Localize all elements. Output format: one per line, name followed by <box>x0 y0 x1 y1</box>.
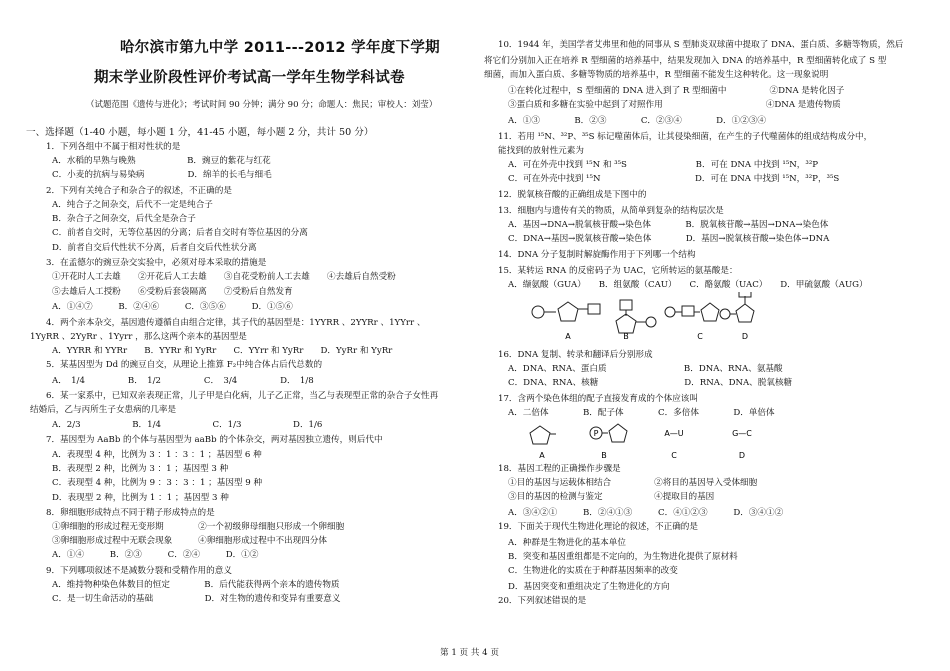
q14-label-a: A <box>539 451 545 460</box>
right-line: A．③④②① B．②④①③ C．④①②③ D．③④①② <box>508 508 784 518</box>
right-line: C．DNA、RNA、核糖 D．RNA、DNA、脱氧核糖 <box>508 378 793 388</box>
q14-option-d-pair: G—C <box>732 429 752 438</box>
left-line: C．是一切生命活动的基础 D．对生物的遗传和变异有重要意义 <box>52 594 341 604</box>
q12-option-d-structure <box>720 292 754 322</box>
right-line: ①目的基因与运载体相结合 ②将目的基因导入受体细胞 <box>508 478 758 488</box>
left-line: 4．两个亲本杂交，基因遗传遵循自由组合定律，其子代的基因型是：1YYRR 、2YYRr 、1YYrr 、 <box>46 318 426 328</box>
right-line: 10．1944 年，美国学者艾弗里和他的同事从 S 型肺炎双球菌中提取了 DNA、蛋白质、多糖等物质，然后 <box>498 40 904 50</box>
left-line: ③卵细胞形成过程中无联会现象 ④卵细胞形成过程中不出现四分体 <box>52 536 328 546</box>
q14-structure-figure <box>524 420 804 460</box>
q12-option-b-structure <box>616 300 656 333</box>
left-line: 3．在孟德尔的豌豆杂交实验中，必须对母本采取的措施是 <box>46 258 267 268</box>
right-line: 16．DNA 复制、转录和翻译后分别形成 <box>498 350 653 360</box>
left-line: 1．下列各组中不属于相对性状的是 <box>46 142 181 152</box>
left-line: 1YyRR 、2YyRr 、1Yyrr ，那么这两个亲本的基因型是 <box>30 332 247 342</box>
right-line: A．种群是生物进化的基本单位 <box>508 538 626 548</box>
left-line: ①开花时人工去雄 ②开花后人工去雄 ③自花受粉前人工去雄 ④去雄后自然受粉 <box>52 272 396 282</box>
q12-label-d: D <box>741 332 749 340</box>
left-line: C．表现型 4 种，比例为 9 ：3 ：3 ：1 ；基因型 9 种 <box>52 478 263 488</box>
exam-info: （试题范围《遗传与进化》；考试时间 90 分钟；满分 90 分；命题人：焦民；审校人：刘莹） <box>86 100 438 110</box>
q14-p-label: P <box>593 429 599 438</box>
right-line: 12．脱氧核苷酸的正确组成是下图中的 <box>498 190 647 200</box>
left-line: B．表现型 2 种，比例为 3 ：1 ；基因型 3 种 <box>52 464 229 474</box>
left-line: 9．下列哪项叙述不是减数分裂和受精作用的意义 <box>46 566 232 576</box>
q14-label-b: B <box>601 451 607 460</box>
right-line: ①在转化过程中，S 型细菌的 DNA 进入到了 R 型细菌中 ②DNA 是转化因子 <box>508 86 845 96</box>
right-line: 细菌，而加入蛋白质、多糖等物质的培养基中，R 型细菌不能发生这种转化。这一现象说明 <box>484 70 829 80</box>
right-line: A．二倍体 B．配子体 C．多倍体 D．单倍体 <box>508 408 775 418</box>
section-heading: 一、选择题（1-40 小题，每小题 1 分，41-45 小题，每小题 2 分，共计 50 分） <box>26 127 374 138</box>
right-line: A．缬氨酸（GUA） B．组氨酸（CAU） C．酪氨酸（UAC） D．甲硫氨酸（AUG） <box>508 280 868 290</box>
right-line: A．可在外壳中找到 ¹⁵N 和 ³⁵S B．可在 DNA 中找到 ¹⁵N，³²P <box>508 160 819 170</box>
left-line: A．表现型 4 种，比例为 3 ：1 ：3 ：1 ；基因型 6 种 <box>52 450 262 460</box>
right-line: 能找到的放射性元素为 <box>498 146 584 156</box>
page-footer: 第 1 页 共 4 页 <box>440 648 499 658</box>
q14-option-c-pair: A—U <box>664 429 684 438</box>
left-line: A．水稻的早熟与晚熟 B．豌豆的紫花与红花 <box>52 156 271 166</box>
right-line: ③目的基因的检测与鉴定 ④提取目的基因 <box>508 492 715 502</box>
right-line: B．突变和基因重组都是不定向的，为生物进化提供了原材料 <box>508 552 738 562</box>
right-line: A．①③ B．②③ C．②③④ D．①②③④ <box>508 116 767 126</box>
left-line: 2．下列有关纯合子和杂合子的叙述，不正确的是 <box>46 186 232 196</box>
q14-label-c: C <box>671 451 677 460</box>
left-line: A．①④ B．②③ C．②④ D．①② <box>52 550 259 560</box>
right-line: 将它们分别加入正在培养 R 型细菌的培养基中，结果发现加入 DNA 的培养基中，R 型细菌转化成了 S 型 <box>484 56 887 66</box>
q12-label-a: A <box>565 332 571 340</box>
q14-option-b-phosphate <box>590 424 627 442</box>
left-line: C．小麦的抗病与易染病 D．绵羊的长毛与细毛 <box>52 170 272 180</box>
q12-option-a-structure <box>532 302 600 321</box>
left-line: 7．基因型为 AaBb 的个体与基因型为 aaBb 的个体杂交，两对基因独立遗传，则后代中 <box>46 435 383 445</box>
left-line: A．2/3 B．1/4 C．1/3 D．1/6 <box>52 420 323 430</box>
left-line: A． 1/4 B． 1/2 C． 3/4 D． 1/8 <box>52 376 314 386</box>
right-line: A．基因→DNA→脱氧核苷酸→染色体 B．脱氧核苷酸→基因→DNA→染色体 <box>508 220 829 230</box>
right-line: A．DNA、RNA、蛋白质 B．DNA、RNA、氨基酸 <box>508 364 783 374</box>
left-line: ⑤去雄后人工授粉 ⑥受粉后套袋隔离 ⑦受粉后自然发育 <box>52 287 293 297</box>
right-line: C．可在外壳中找到 ¹⁵N D．可在 DNA 中找到 ¹⁵N，³²P，³⁵S <box>508 174 840 184</box>
q12-label-b: B <box>623 332 629 340</box>
q14-option-a-pentagon <box>530 426 556 444</box>
right-line: 17．含两个染色体组的配子直接发育成的个体应该叫 <box>498 394 698 404</box>
left-line: B．杂合子之间杂交，后代全是杂合子 <box>52 214 196 224</box>
q12-label-c: C <box>697 332 703 340</box>
left-line: D．前者自交后代性状不分离，后者自交后代性状分离 <box>52 243 257 253</box>
right-line: 18．基因工程的正确操作步骤是 <box>498 464 621 474</box>
left-line: C．前者自交时，无等位基因的分离；后者自交时有等位基因的分离 <box>52 228 308 238</box>
q12-nucleotide-figure <box>520 292 760 340</box>
left-line: A．①④⑦ B．②④⑥ C．③⑤⑥ D．①⑤⑥ <box>52 302 293 312</box>
q14-label-d: D <box>738 451 746 460</box>
left-line: 5．某基因型为 Dd 的豌豆自交，从理论上推算 F₂中纯合体占后代总数的 <box>46 360 323 370</box>
right-line: C．DNA→基因→脱氧核苷酸→染色体 D．基因→脱氧核苷酸→染色体→DNA <box>508 234 830 244</box>
right-line: 13．细胞内与遗传有关的物质，从简单到复杂的结构层次是 <box>498 206 724 216</box>
left-line: ①卵细胞的形成过程无变形期 ②一个初级卵母细胞只形成一个卵细胞 <box>52 522 345 532</box>
left-line: A．YYRR 和 YYRr B．YYRr 和 YyRr C．YYrr 和 YyRr D．YyRr 和 YyRr <box>52 346 393 356</box>
right-line: 20．下列叙述错误的是 <box>498 596 587 606</box>
left-line: 8．卵细胞形成特点不同于精子形成特点的是 <box>46 508 215 518</box>
right-line: 19．下面关于现代生物进化理论的叙述，不正确的是 <box>498 522 698 532</box>
right-line: ③蛋白质和多糖在实验中起到了对照作用 ④DNA 是遗传物质 <box>508 100 841 110</box>
right-line: 14．DNA 分子复制时解旋酶作用于下列哪一个结构 <box>498 250 696 260</box>
exam-title-line1: 哈尔滨市第九中学 2011---2012 学年度下学期 <box>120 40 440 56</box>
right-line: C．生物进化的实质在于种群基因频率的改变 <box>508 566 678 576</box>
exam-title-line2: 期末学业阶段性评价考试高一学年生物学科试卷 <box>94 70 405 86</box>
left-line: D．表现型 2 种，比例为 1 ：1 ；基因型 3 种 <box>52 493 229 503</box>
right-line: 15．某转运 RNA 的反密码子为 UAC，它所转运的氨基酸是： <box>498 266 738 276</box>
left-line: A．纯合子之间杂交，后代不一定是纯合子 <box>52 200 213 210</box>
left-line: 6．某一家系中，已知双亲表现正常，儿子甲是白化病，儿子乙正常，当乙与表现型正常的杂合子女性再 <box>46 391 439 401</box>
left-line: A．维持物种染色体数目的恒定 B．后代能获得两个亲本的遗传物质 <box>52 580 340 590</box>
right-line: 11．若用 ¹⁵N、³²P、³⁵S 标记噬菌体后，让其侵染细菌，在产生的子代噬菌体的组成结构成分中， <box>498 132 873 142</box>
left-line: 结婚后，乙与丙所生子女患病的几率是 <box>30 405 177 415</box>
right-line: D．基因突变和重组决定了生物进化的方向 <box>508 582 670 592</box>
q12-option-c-structure <box>665 303 719 321</box>
